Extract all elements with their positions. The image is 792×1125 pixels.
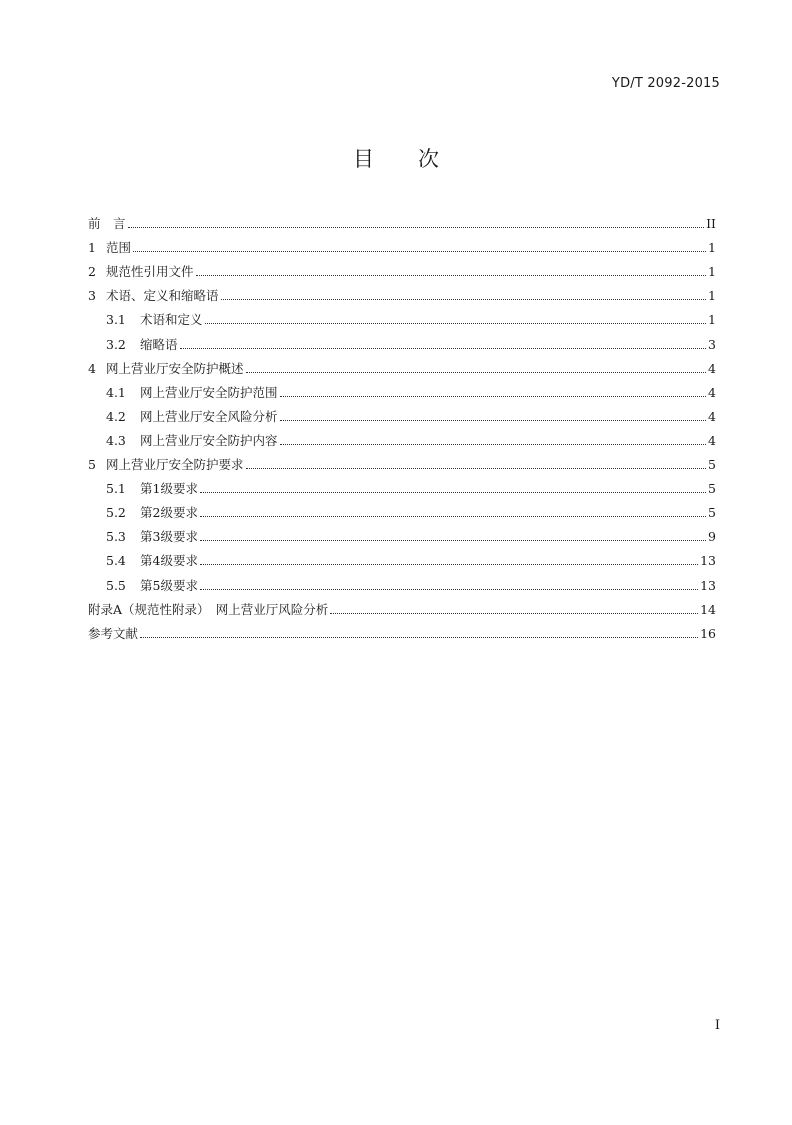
toc-entry-label: 第3级要求 [140,529,198,545]
toc-entry-label: 前 言 [88,216,126,232]
toc-entry-number: 4.1 [106,384,126,400]
toc-entry[interactable] [88,545,716,569]
toc-entry-number: 5.1 [106,481,126,497]
dot-leader [200,516,706,517]
toc-entry-page: 3 [708,336,716,352]
toc-entry[interactable] [88,473,716,497]
dot-leader [200,492,706,493]
toc-entry-page: 9 [708,529,716,545]
toc-entry-label: 范围 [106,240,132,256]
toc-entry-label: 附录A（规范性附录） 网上营业厅风险分析 [88,601,329,617]
toc-entry-label: 网上营业厅安全防护范围 [140,384,278,400]
toc-entry-label: 网上营业厅安全风险分析 [140,408,278,424]
toc-entry-number: 5.2 [106,505,126,521]
dot-leader [205,323,707,324]
toc-entry-page: 1 [708,312,716,328]
toc-entry-page: 4 [708,408,716,424]
toc-entry-label: 规范性引用文件 [106,264,194,280]
toc-entry-page: 5 [708,457,716,473]
dot-leader [280,396,707,397]
standard-code: YD/T 2092-2015 [611,76,720,91]
table-of-contents [88,208,716,642]
dot-leader [196,275,707,276]
toc-entry-page: 5 [708,505,716,521]
dot-leader [246,372,707,373]
toc-entry[interactable] [88,353,716,377]
toc-entry-number: 3.1 [106,312,126,328]
toc-entry-page: 13 [700,577,716,593]
dot-leader [200,564,698,565]
dot-leader [280,420,707,421]
dot-leader [200,589,698,590]
toc-entry-number: 5 [88,457,96,473]
toc-entry[interactable] [88,280,716,304]
toc-entry[interactable] [88,521,716,545]
toc-entry-label: 网上营业厅安全防护概述 [106,360,244,376]
dot-leader [180,348,707,349]
toc-entry[interactable] [88,569,716,593]
toc-entry-number: 1 [88,240,96,256]
toc-entry-label: 第4级要求 [140,553,198,569]
toc-entry[interactable] [88,449,716,473]
toc-entry[interactable] [88,208,716,232]
toc-entry-label: 参考文献 [88,625,139,641]
toc-entry-page: 4 [708,432,716,448]
toc-entry-label: 第1级要求 [140,481,198,497]
toc-entry-label: 网上营业厅安全防护内容 [140,432,278,448]
toc-entry[interactable] [88,256,716,280]
dot-leader [133,251,706,252]
toc-entry-number: 5.4 [106,553,126,569]
dot-leader [280,444,707,445]
toc-entry[interactable] [88,401,716,425]
toc-entry[interactable] [88,618,716,642]
dot-leader [221,299,707,300]
dot-leader [140,637,698,638]
toc-entry[interactable] [88,328,716,352]
toc-entry[interactable] [88,497,716,521]
dot-leader [128,227,705,228]
toc-entry-number: 5.3 [106,529,126,545]
toc-entry-label: 术语和定义 [140,312,203,328]
toc-entry-label: 第5级要求 [140,577,198,593]
toc-entry-page: 5 [708,481,716,497]
toc-entry-number: 3 [88,288,96,304]
toc-entry-page: 14 [700,601,716,617]
toc-entry-number: 4.3 [106,432,126,448]
toc-entry-page: 13 [700,553,716,569]
toc-entry-number: 4.2 [106,408,126,424]
dot-leader [200,540,706,541]
dot-leader [330,613,698,614]
toc-entry-label: 术语、定义和缩略语 [106,288,219,304]
toc-entry-number: 2 [88,264,96,280]
toc-entry-number: 5.5 [106,577,126,593]
toc-entry-label: 网上营业厅安全防护要求 [106,457,244,473]
toc-entry-page: II [706,216,716,232]
toc-entry-number: 4 [88,360,96,376]
page-number: I [714,1018,720,1033]
toc-entry-page: 4 [708,384,716,400]
toc-entry-number: 3.2 [106,336,126,352]
toc-entry[interactable] [88,377,716,401]
toc-entry-label: 第2级要求 [140,505,198,521]
toc-entry[interactable] [88,232,716,256]
toc-entry-page: 1 [708,264,716,280]
toc-entry[interactable] [88,304,716,328]
dot-leader [246,468,707,469]
toc-entry-page: 16 [700,625,716,641]
toc-entry-page: 4 [708,360,716,376]
toc-entry-page: 1 [708,240,716,256]
toc-entry[interactable] [88,425,716,449]
page-title: 目次 [353,147,483,171]
toc-entry-page: 1 [708,288,716,304]
toc-entry-label: 缩略语 [140,336,178,352]
toc-entry[interactable] [88,594,716,618]
